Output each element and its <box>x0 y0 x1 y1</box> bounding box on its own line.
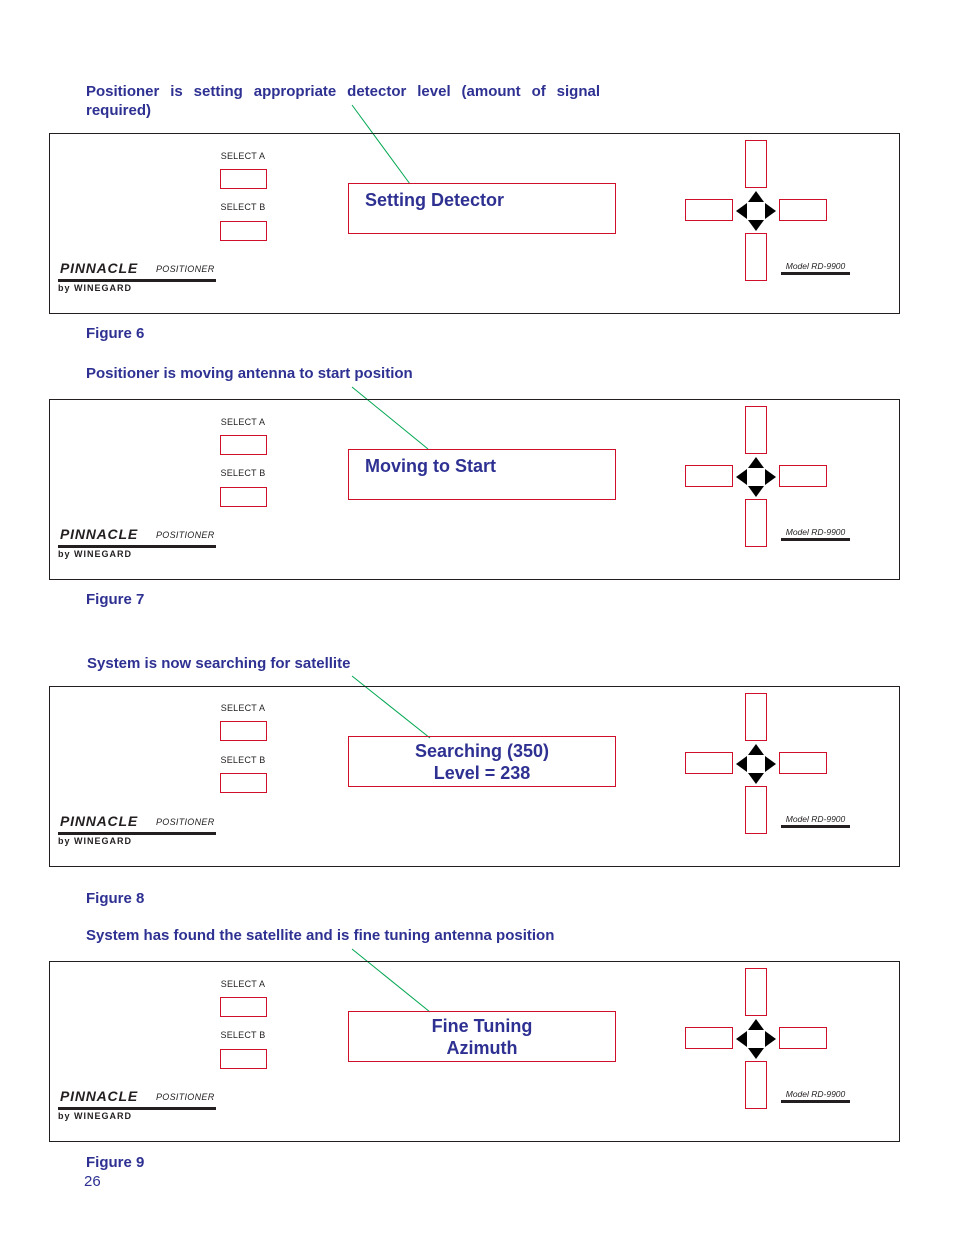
select-b-label: SELECT B <box>220 755 266 765</box>
select-b-button[interactable] <box>220 1049 267 1069</box>
select-b-button[interactable] <box>220 773 267 793</box>
page-number: 26 <box>84 1173 101 1190</box>
brand-by: by WINEGARD <box>58 836 132 846</box>
model-number: Model RD-9900 <box>781 261 850 275</box>
lcd-display <box>348 449 616 500</box>
left-key[interactable] <box>685 1027 733 1049</box>
left-key[interactable] <box>685 199 733 221</box>
right-key[interactable] <box>779 199 827 221</box>
display-line-2: Azimuth <box>446 1038 518 1058</box>
positioner-panel-figure-9 <box>49 961 900 1142</box>
select-a-label: SELECT A <box>220 703 266 713</box>
down-key[interactable] <box>745 499 767 547</box>
model-number: Model RD-9900 <box>781 814 850 828</box>
positioner-panel-figure-7 <box>49 399 900 580</box>
select-a-button[interactable] <box>220 997 267 1017</box>
up-key[interactable] <box>745 968 767 1016</box>
brand-subtitle: POSITIONER <box>156 817 215 827</box>
select-a-label: SELECT A <box>220 979 266 989</box>
lcd-display <box>348 1011 616 1062</box>
lcd-display <box>348 736 616 787</box>
select-b-button[interactable] <box>220 487 267 507</box>
right-key[interactable] <box>779 1027 827 1049</box>
brand-subtitle: POSITIONER <box>156 264 215 274</box>
select-a-label: SELECT A <box>220 417 266 427</box>
direction-arrows-icon <box>734 189 778 233</box>
down-key[interactable] <box>745 233 767 281</box>
direction-arrows-icon <box>734 742 778 786</box>
positioner-panel-figure-8 <box>49 686 900 867</box>
brand-subtitle: POSITIONER <box>156 530 215 540</box>
select-b-button[interactable] <box>220 221 267 241</box>
up-key[interactable] <box>745 693 767 741</box>
right-key[interactable] <box>779 465 827 487</box>
brand-by: by WINEGARD <box>58 1111 132 1121</box>
right-key[interactable] <box>779 752 827 774</box>
brand-logo <box>58 1087 216 1110</box>
brand-name: PINNACLE <box>60 260 138 276</box>
direction-arrows-icon <box>734 455 778 499</box>
caption-figure-6: Positioner is setting appropriate detector level (amount of signal required) <box>86 83 600 119</box>
lcd-display <box>348 183 616 234</box>
brand-name: PINNACLE <box>60 526 138 542</box>
brand-logo <box>58 259 216 282</box>
brand-logo <box>58 812 216 835</box>
model-number: Model RD-9900 <box>781 1089 850 1103</box>
figure-7-label: Figure 7 <box>86 591 145 608</box>
down-key[interactable] <box>745 786 767 834</box>
select-b-label: SELECT B <box>220 1030 266 1040</box>
select-b-label: SELECT B <box>220 468 266 478</box>
up-key[interactable] <box>745 140 767 188</box>
brand-by: by WINEGARD <box>58 283 132 293</box>
down-key[interactable] <box>745 1061 767 1109</box>
left-key[interactable] <box>685 752 733 774</box>
display-line-2: Level = 238 <box>433 763 531 783</box>
figure-8-label: Figure 8 <box>86 890 145 907</box>
caption-figure-9: System has found the satellite and is fine tuning antenna position <box>86 927 555 944</box>
display-line-1: Searching (350) <box>414 741 550 761</box>
model-number: Model RD-9900 <box>781 527 850 541</box>
brand-by: by WINEGARD <box>58 549 132 559</box>
up-key[interactable] <box>745 406 767 454</box>
select-a-button[interactable] <box>220 721 267 741</box>
display-line-1: Fine Tuning <box>431 1016 533 1036</box>
figure-6-label: Figure 6 <box>86 325 145 342</box>
brand-logo <box>58 525 216 548</box>
brand-subtitle: POSITIONER <box>156 1092 215 1102</box>
select-a-button[interactable] <box>220 435 267 455</box>
positioner-panel-figure-6 <box>49 133 900 314</box>
select-a-button[interactable] <box>220 169 267 189</box>
display-line-1: Moving to Start <box>365 456 496 476</box>
direction-arrows-icon <box>734 1017 778 1061</box>
left-key[interactable] <box>685 465 733 487</box>
display-line-1: Setting Detector <box>365 190 505 210</box>
brand-name: PINNACLE <box>60 813 138 829</box>
select-a-label: SELECT A <box>220 151 266 161</box>
caption-figure-7: Positioner is moving antenna to start position <box>86 365 413 382</box>
brand-name: PINNACLE <box>60 1088 138 1104</box>
caption-figure-8: System is now searching for satellite <box>87 655 351 672</box>
figure-9-label: Figure 9 <box>86 1154 145 1171</box>
select-b-label: SELECT B <box>220 202 266 212</box>
